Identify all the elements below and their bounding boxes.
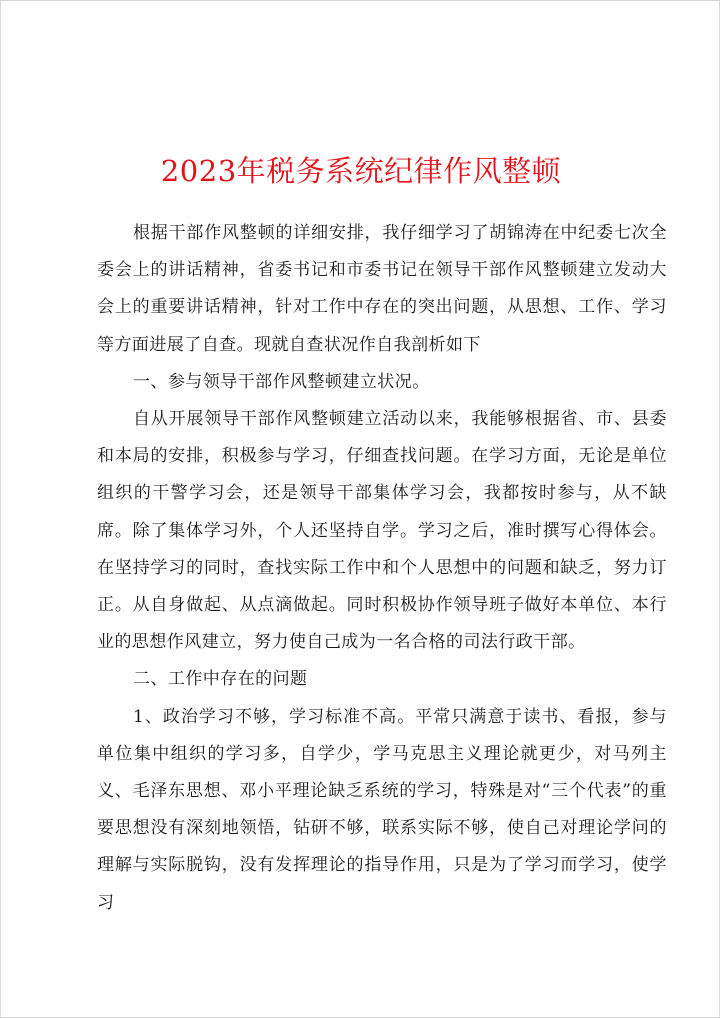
document-title: 2023年税务系统纪律作风整顿 (160, 154, 562, 188)
section-heading-2: 二、工作中存在的问题 (133, 669, 308, 690)
paragraph-problem-1: 1、政治学习不够，学习标准不高。平常只满意于读书、看报，参与单位集中组织的学习多，自学少，学马克思主义理论就更少，对马列主义、毛泽东思想、邓小平理论缺乏系统的学习，特殊是对“三个代表”的重要思想没有深刻地领悟，钻研不够，联系实际不够，使自己对理论学问的理解与实际脱钩，没有发挥理论的指导作用，只是为了学习而学习，使学习 (97, 706, 667, 913)
paragraph-section-1: 自从开展领导干部作风整顿建立活动以来，我能够根据省、市、县委和本局的安排，积极参与学习，仔细查找问题。在学习方面，无论是单位组织的干警学习会，还是领导干部集体学习会，我都按时参与，从不缺席。除了集体学习外，个人还坚持自学。学习之后，准时撰写心得体会。在坚持学习的同时，查找实际工作中和个人思想中的问题和缺乏，努力订正。从自身做起、从点滴做起。同时积极协作领导班子做好本单位、本行业的思想作风建立，努力使自己成为一名合格的司法行政干部。 (97, 409, 667, 653)
paragraph-intro: 根据干部作风整顿的详细安排，我仔细学习了胡锦涛在中纪委七次全委会上的讲话精神，省委书记和市委书记在领导干部作风整顿建立发动大会上的重要讲话精神，针对工作中存在的突出问题，从思想、工作、学习等方面进展了自查。现就自查状况作自我剖析如下 (97, 223, 667, 355)
document-body (97, 215, 667, 922)
section-heading-1: 一、参与领导干部作风整顿建立状况。 (133, 371, 430, 392)
